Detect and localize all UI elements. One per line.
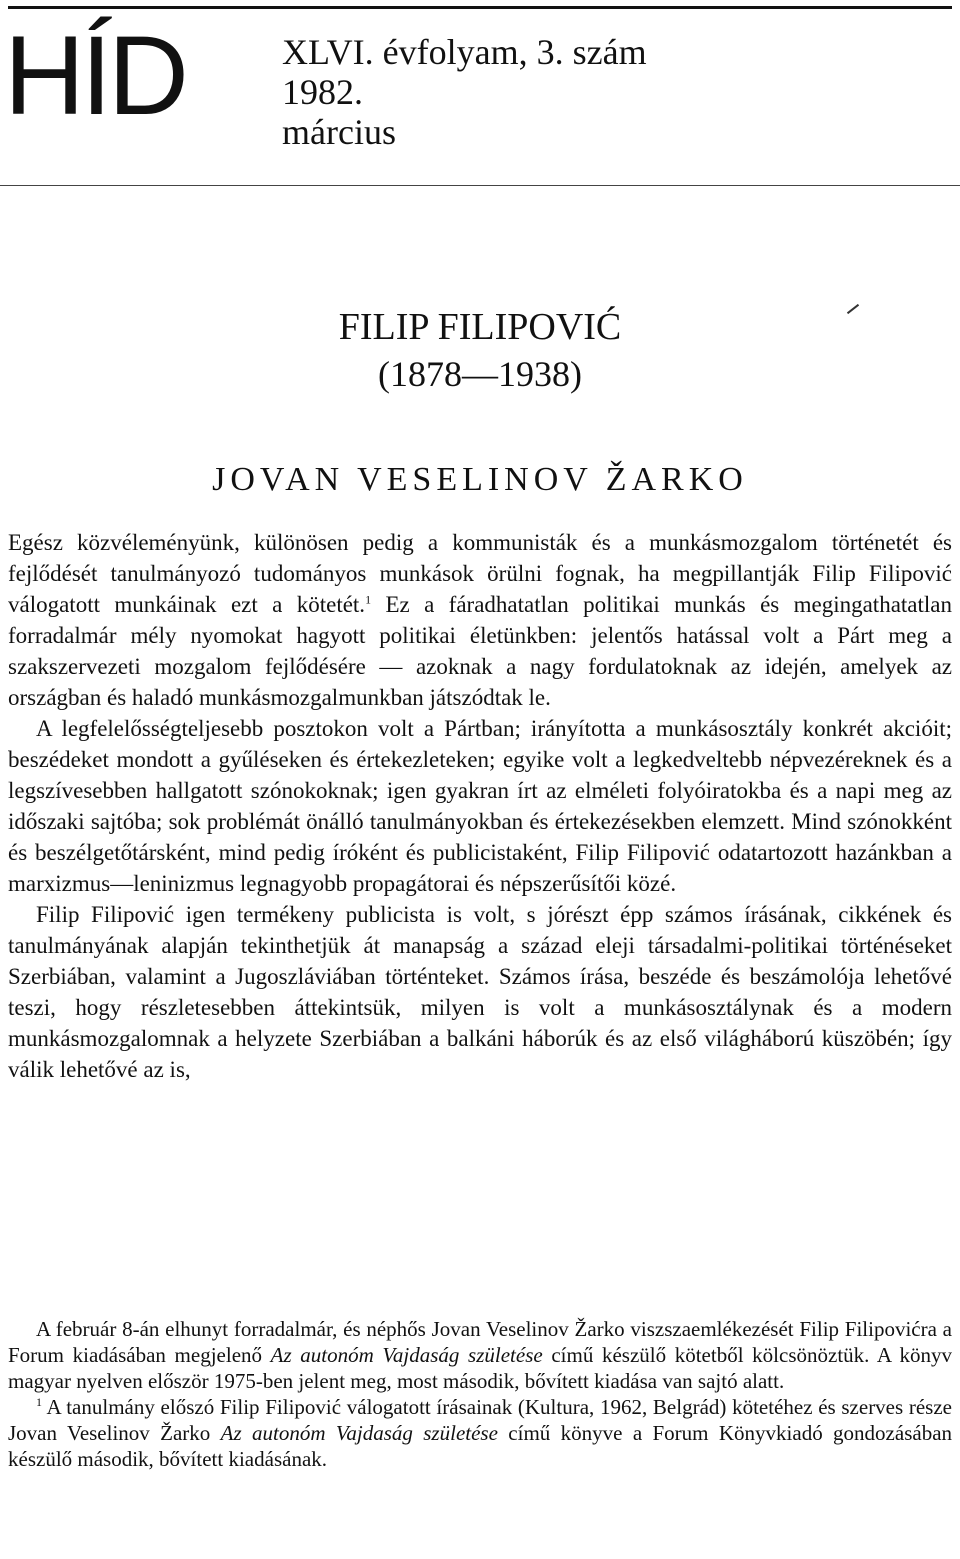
paragraph-1-part-a: Egész közvéleményünk, különösen pedig a kommunisták és a munkásmozgalom történetét és fejlődését tanulmányozó tudományos munkások örülni fognak, ha megpillantják Filip Filipović válogatott munkáinak ezt a kötetét. — [8, 530, 952, 617]
top-rule — [8, 6, 952, 9]
article-author: JOVAN VESELINOV ŽARKO — [212, 461, 748, 498]
footnote-1 — [8, 1394, 952, 1472]
issue-info — [282, 32, 647, 152]
footnote-1-book-title: Az autonóm Vajdaság születése — [220, 1421, 498, 1445]
paragraph-3: Filip Filipović igen termékeny publicista is volt, s jórészt épp számos írásának, cikkének és tanulmányának alapján tekinthetjük át manapság a század eleji társadalmi-politikai történéseket Szerbiában, valamint a Jugoszláviában történteket. Számos írása, beszéde és beszámolója lehetővé teszi, hogy részletesebben áttekintsük, milyen is volt a munkásosztálynak és a modern munkásmozgalomnak a helyzete Szerbiában a balkáni háborúk és az első világháború küszöbén; így válik lehetővé az is, — [8, 902, 952, 1082]
article-body — [8, 527, 952, 1085]
issue-month: március — [282, 112, 396, 152]
footnotes — [8, 1316, 952, 1472]
paragraph-1 — [8, 527, 952, 713]
issue-line: XLVI. évfolyam, 3. szám — [282, 32, 647, 72]
masthead-rule — [0, 185, 960, 186]
footnote-ref-1: 1 — [365, 592, 372, 607]
editor-note-book-title: Az autonóm Vajdaság születése — [270, 1343, 543, 1367]
paragraph-2: A legfelelősségteljesebb posztokon volt a Pártban; irányította a munkásosztály konkrét akcióit; beszédeket mondott a gyűléseken és értekezleteken; egyike volt a legkedveltebb népvezéreknek és a legszívesebben hallgatott szónokoknak; igen gyakran írt az elméleti folyóiratokba és a napi meg az időszaki sajtóba; sok problémát önálló tanulmányokban és értekezésekben elemzett. Mind szónokként és beszélgetőtársként, mind pedig íróként és publicistaként, Filip Filipović odatartozott hazánkban a marxizmus—leninizmus legnagyobb propagátorai és népszerűsítői közé. — [8, 716, 952, 896]
editor-note-part-a: A február 8-án elhunyt forradalmár, és néphős Jovan Veselinov Žarko viszszaemlékezését Filip Filipovićra a Forum kiadásában megjelenő — [8, 1317, 952, 1367]
paragraph-1-part-b: Ez a fáradhatatlan politikai munkás és megingathatatlan forradalmár mély nyomokat hagyott politikai életünkben: jelentős hatással volt a Párt meg a szakszervezeti mozgalom fejlődésére — azoknak a nagy fordulatoknak az idején, amelyek az országban és haladó munkásmozgalmunkban játszódtak le. — [8, 592, 952, 710]
editor-note-part-b: című készülő kötetből kölcsönöztük. A könyv magyar nyelven először 1975-ben jelent meg, most második, bővített kiadása van sajtó alatt. — [8, 1343, 953, 1393]
footnote-1-part-b: című könyve a Forum Könyvkiadó gondozásában készülő második, bővített kiadásának. — [8, 1421, 953, 1471]
masthead — [0, 12, 960, 172]
journal-logo: HÍD — [4, 13, 185, 138]
article-title: FILIP FILIPOVIĆ — [338, 306, 622, 348]
article-years: (1878—1938) — [378, 354, 582, 394]
footnote-1-part-a: A tanulmány előszó Filip Filipović válogatott írásainak (Kultura, 1962, Belgrád) kötetéhez és szerves része Jovan Veselinov Žarko — [8, 1395, 952, 1445]
footnote-1-number: 1 — [36, 1395, 42, 1409]
issue-year: 1982. — [282, 72, 363, 112]
editor-note — [8, 1316, 952, 1394]
